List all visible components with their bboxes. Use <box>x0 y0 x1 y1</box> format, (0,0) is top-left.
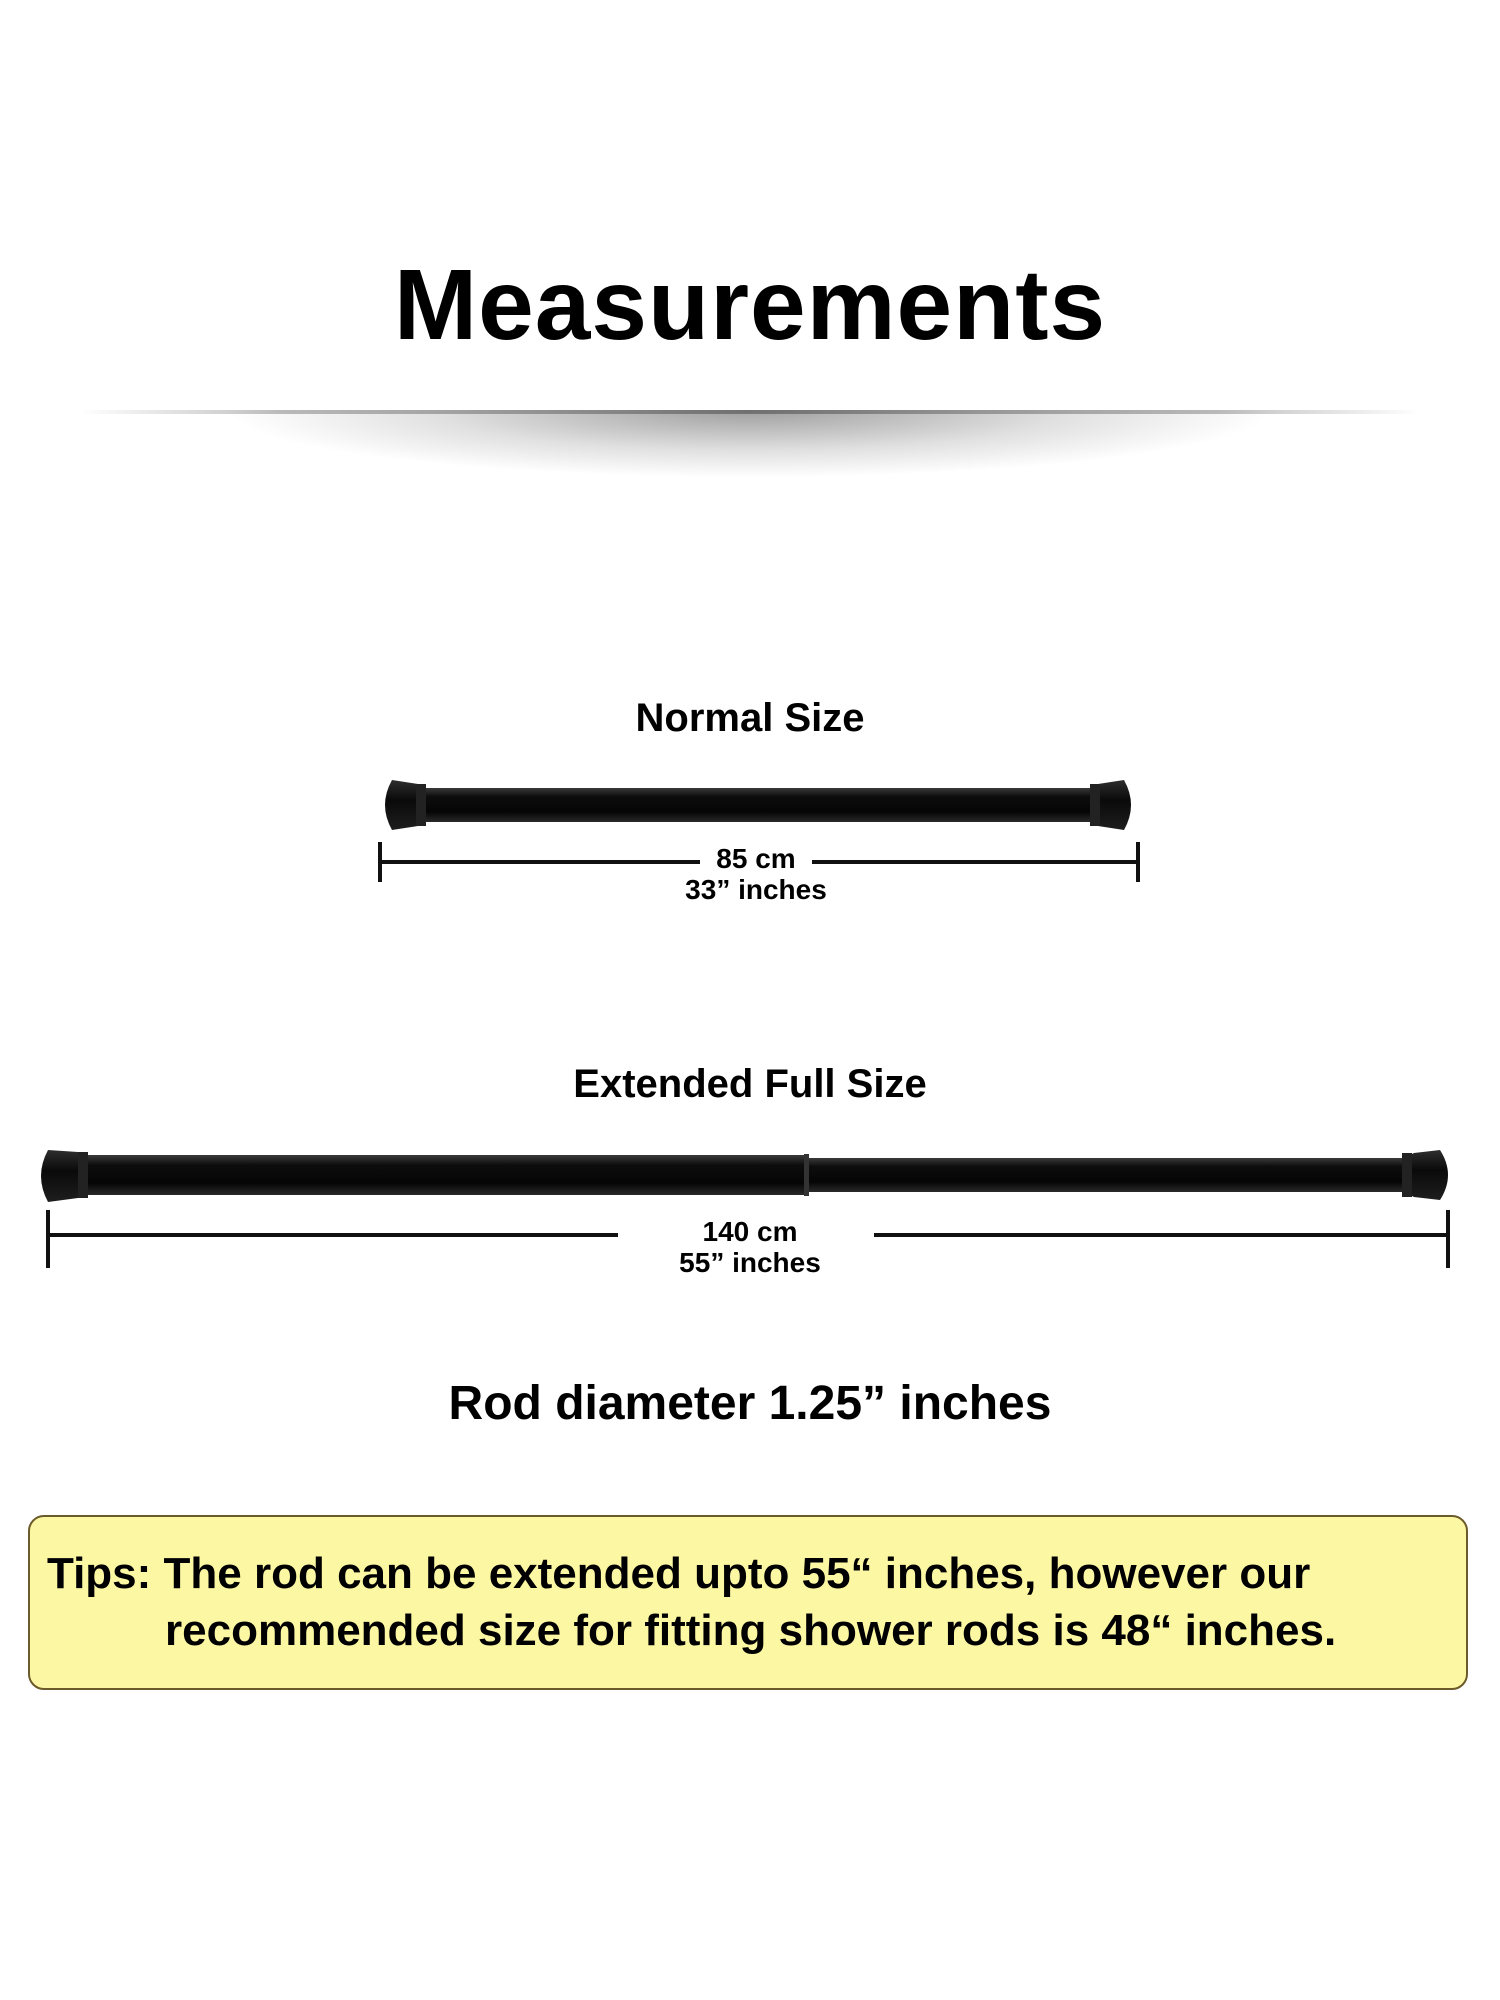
tips-line-2: recommended size for fitting shower rods is 48“ inches. <box>165 1606 1337 1655</box>
rod-diameter-text: Rod diameter 1.25” inches <box>448 1377 1052 1430</box>
extended-rod-outer-tube <box>84 1155 809 1195</box>
normal-rod <box>385 780 1131 830</box>
extended-rod <box>41 1150 1448 1202</box>
extended-rod-inner-tube <box>805 1158 1410 1192</box>
page-title: Measurements <box>393 249 1107 361</box>
tips-box <box>28 1515 1468 1690</box>
tips-line-1: Tips: The rod can be extended upto 55“ inches, however our <box>47 1549 1311 1598</box>
normal-rod-tube <box>418 788 1098 822</box>
extended-length-inches: 55” inches <box>679 1247 821 1278</box>
normal-length-inches: 33” inches <box>685 874 827 905</box>
extended-rod-right-cap <box>1406 1150 1448 1200</box>
normal-rod-left-collar <box>416 784 426 826</box>
extended-rod-left-collar <box>78 1152 88 1198</box>
normal-rod-right-collar <box>1090 784 1100 826</box>
extended-rod-right-collar <box>1402 1153 1412 1197</box>
extended-size-heading: Extended Full Size <box>573 1062 927 1106</box>
extended-length-cm: 140 cm <box>702 1216 798 1247</box>
normal-size-heading: Normal Size <box>635 696 865 740</box>
normal-length-cm: 85 cm <box>716 843 796 874</box>
